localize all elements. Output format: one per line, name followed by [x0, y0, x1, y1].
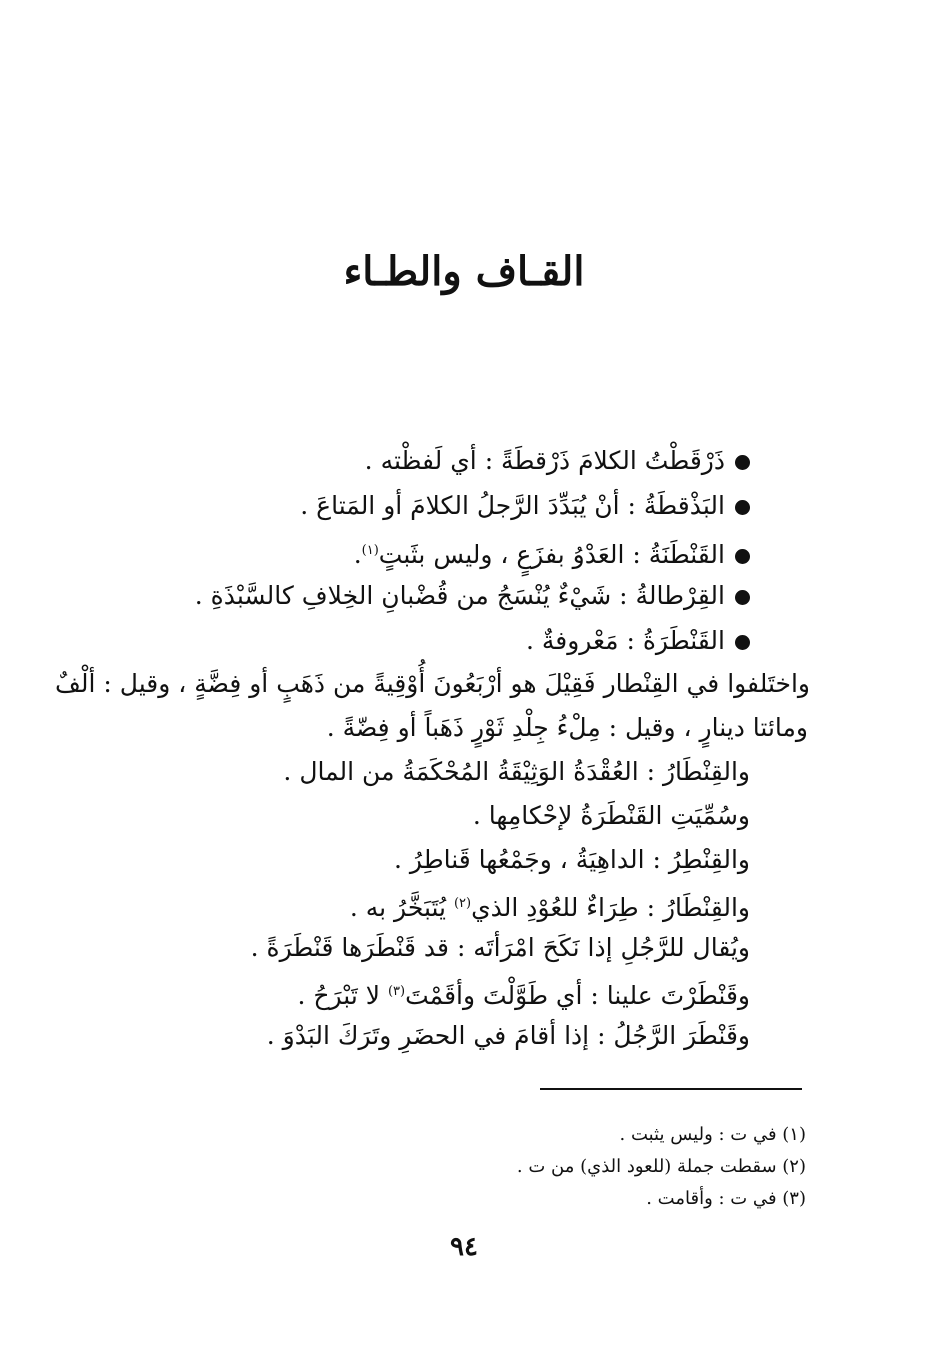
bullet-icon: [735, 455, 750, 470]
entry-item: [195, 576, 750, 616]
footnote: (٢) سقطت جملة (للعود الذي) من ت .: [516, 1156, 806, 1177]
text-line: [297, 972, 750, 1016]
entry-item: [354, 531, 750, 575]
entry-item: [300, 486, 750, 526]
entry-text-end: .: [353, 540, 362, 569]
entry-text: القَنْطَرَةُ : مَعْروفةٌ .: [525, 626, 725, 655]
text-segment: وقَنْطَرْتَ علينا : أي طَوَّلْتَ وأقَمْتَ: [405, 981, 750, 1010]
paragraph-line: واختَلفوا في القِنْطار فَقِيْلَ هو أرْبَعُونَ أُوْقِيةً من ذَهَبٍ أو فِضَّةٍ ، وقيل : ألْفٌ: [55, 669, 810, 698]
bullet-icon: [735, 635, 750, 650]
text-line: والقِنْطَارُ : العُقْدَةُ الوَثِيْقَةُ المُحْكَمَةُ من المال .: [283, 757, 750, 786]
footnote: (١) في ت : وليس يثبت .: [619, 1124, 806, 1145]
text-line: ويُقال للرَّجُلِ إذا نَكَحَ امْرَأتَه : قد قَنْطَرَها قَنْطَرَةً .: [250, 933, 750, 962]
bullet-icon: [735, 500, 750, 515]
text-segment: والقِنْطَارُ : طِرَاءٌ للعُوْدِ الذي: [471, 893, 750, 922]
footnote: (٣) في ت : وأقامت .: [646, 1188, 806, 1209]
entry-item: [526, 621, 750, 661]
bullet-icon: [735, 590, 750, 605]
text-line: وقَنْطَرَ الرَّجُلُ : إذا أقامَ في الحضَرِ وتَرَكَ البَدْوَ .: [266, 1021, 750, 1050]
text-line: [350, 884, 750, 928]
text-line: وسُمِّيَتِ القَنْطَرَةُ لإحْكامِها .: [472, 801, 750, 830]
chapter-title: القـاف والطـاء: [343, 248, 585, 295]
page-number: ٩٤: [450, 1232, 478, 1262]
footnote-ref: (٣): [387, 984, 406, 999]
footnote-divider: [540, 1088, 802, 1090]
entry-text: القِرْطالةُ : شَيْءٌ يُنْسَجُ من قُضْبانِ الخِلافِ كالسَّبْذَةِ .: [194, 581, 725, 610]
bullet-icon: [735, 549, 750, 564]
paragraph-line: ومائتا دينارٍ ، وقيل : مِلْءُ جِلْدِ ثَوْرٍ ذَهَباً أو فِضّةً .: [326, 713, 808, 742]
footnote-ref: (٢): [453, 896, 472, 911]
text-line: والقِنْطِرُ : الداهِيَةُ ، وجَمْعُها قَناطِرُ .: [394, 845, 750, 874]
text-segment: لا تَبْرَحُ .: [297, 981, 388, 1010]
entry-text: البَذْقطَةُ : أنْ يُبَدِّدَ الرَّجلُ الكلامَ أو المَتاعَ .: [300, 491, 725, 520]
entry-item: [365, 441, 750, 481]
entry-text: ذَرْقَطْتُ الكلامَ ذَرْقطَةً : أي لَفظْته .: [364, 446, 725, 475]
entry-text: القَنْطَنَةُ : العَدْوُ بفزَعٍ ، وليس بثَبتٍ: [378, 540, 725, 569]
footnote-ref: (١): [361, 543, 379, 558]
text-segment: يُتَبَخَّرُ به .: [349, 893, 454, 922]
